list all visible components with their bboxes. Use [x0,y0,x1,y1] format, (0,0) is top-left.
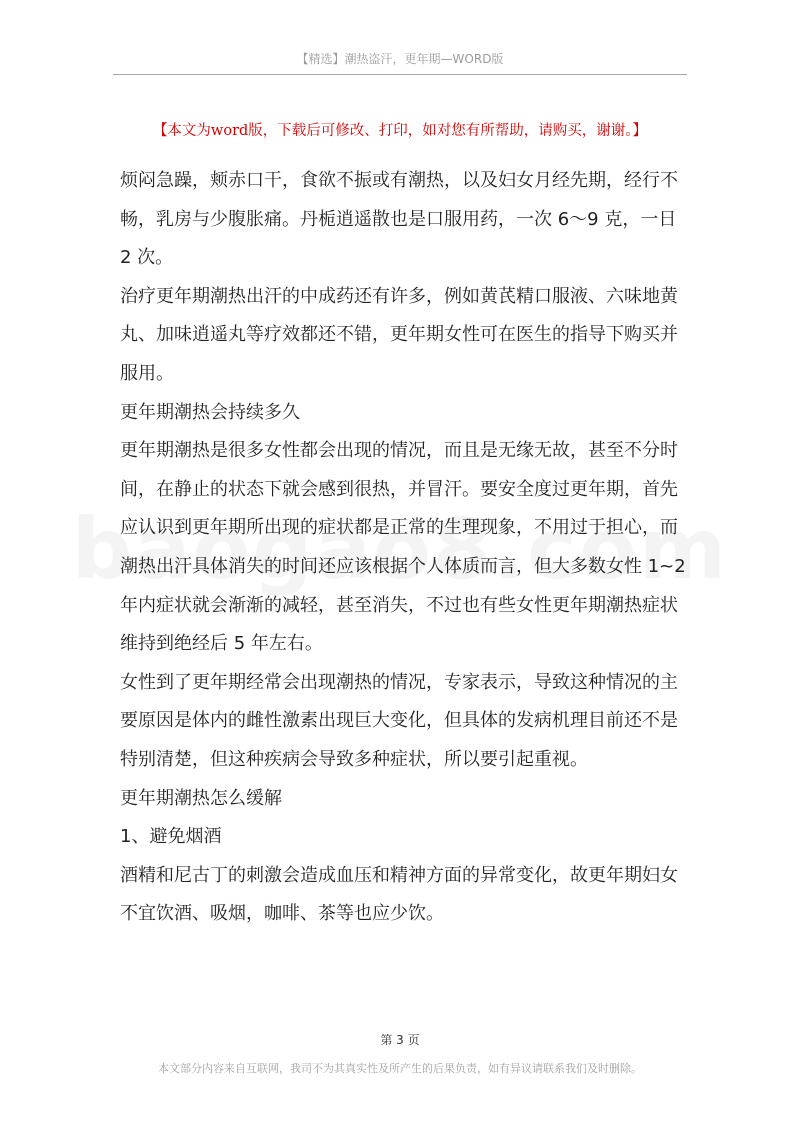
paragraph-other-medicines: 治疗更年期潮热出汗的中成药还有许多，例如黄芪精口服液、六味地黄丸、加味逍遥丸等疗效都还不错，更年期女性可在医生的指导下购买并服用。 [120,285,678,384]
heading-duration: 更年期潮热会持续多久 [120,401,300,423]
paragraph-medicine-symptoms: 烦闷急躁，颊赤口干，食欲不振或有潮热，以及妇女月经先期，经行不畅，乳房与少腹胀痛。丹栀逍遥散也是口服用药，一次 6～9 克，一日 2 次。 [120,170,678,269]
header-divider [113,74,687,75]
document-body [120,162,690,934]
paragraph-cause: 女性到了更年期经常会出现潮热的情况，专家表示，导致这种情况的主要原因是体内的雌性激素出现巨大变化，但具体的发病机理目前还不是特别清楚，但这种疾病会导致多种症状，所以要引起重视。 [120,671,678,770]
heading-relief: 更年期潮热怎么缓解 [120,787,282,809]
paragraph-alcohol-nicotine: 酒精和尼古丁的刺激会造成血压和精神方面的异常变化，故更年期妇女不宜饮酒、吸烟，咖啡、茶等也应少饮。 [120,864,678,925]
page-number: 第 3 页 [380,1033,420,1047]
footer-disclaimer: 本文部分内容来自互联网，我司不为其真实性及所产生的后果负责，如有异议请联系我们及时删除。 [158,1062,642,1075]
page-header-title: 【精选】潮热盗汗，更年期—WORD版 [296,52,504,66]
subheading-avoid-smoking-drinking: 1、避免烟酒 [120,826,222,848]
download-notice: 【本文为word版，下载后可修改、打印，如对您有所帮助，请购买，谢谢。】 [152,123,648,139]
paragraph-duration: 更年期潮热是很多女性都会出现的情况，而且是无缘无故，甚至不分时间，在静止的状态下就会感到很热，并冒汗。要安全度过更年期，首先应认识到更年期所出现的症状都是正常的生理现象，不用过于担心，而潮热出汗具体消失的时间还应该根据个人体质而言，但大多数女性 1~2 年内症状就会渐渐的减轻，甚至消失，不过也有些女性更年期潮热症状维持到绝经后 5 年左右。 [120,440,686,655]
